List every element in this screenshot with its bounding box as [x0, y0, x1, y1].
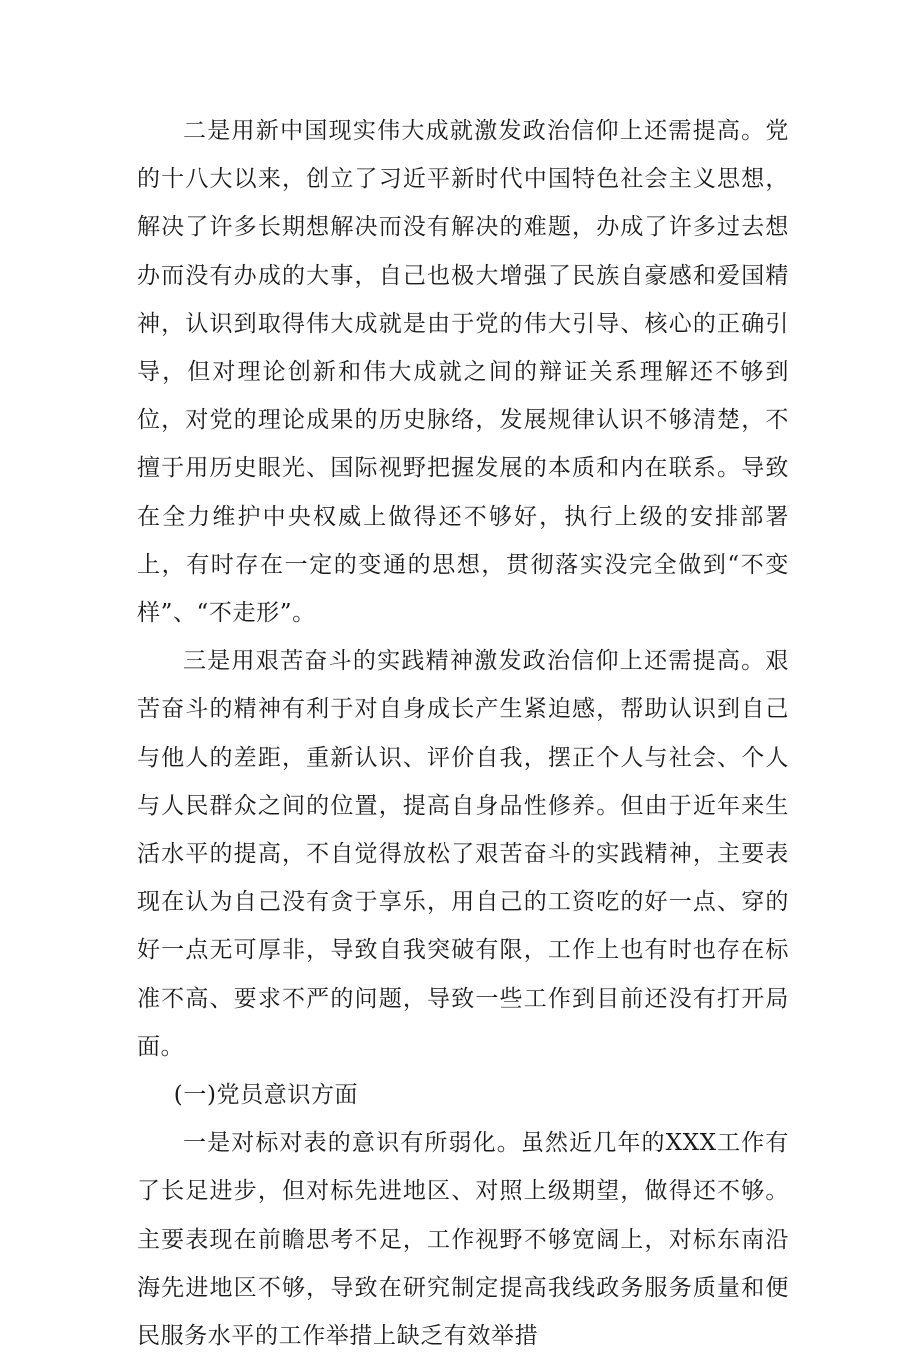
paragraph-political-belief-hard-work: 三是用艰苦奋斗的实践精神激发政治信仰上还需提高。艰苦奋斗的精神有利于对自身成长产生紧迫感，帮助认识到自己与他人的差距，重新认识、评价自我，摆正个人与社会、个人与人民群众之间的位置，提高自身品性修养。但由于近年来生活水平的提高，不自觉得放松了艰苦奋斗的实践精神，主要表现在认为自己没有贪于享乐，用自己的工资吃的好一点、穿的好一点无可厚非，导致自我突破有限，工作上也有时也存在标准不高、要求不严的问题，导致一些工作到目前还没有打开局面。 — [137, 648, 789, 1060]
paragraph-political-belief-achievements: 二是用新中国现实伟大成就激发政治信仰上还需提高。党的十八大以来，创立了习近平新时代中国特色社会主义思想，解决了许多长期想解决而没有解决的难题，办成了许多过去想办而没有办成的大事，自己也极大增强了民族自豪感和爱国精神，认识到取得伟大成就是由于党的伟大引导、核心的正确引导，但对理论创新和伟大成就之间的辩证关系理解还不够到位，对党的理论成果的历史脉络，发展规律认识不够清楚，不擅于用历史眼光、国际视野把握发展的本质和内在联系。导致在全力维护中央权威上做得还不够好，执行上级的安排部署上，有时存在一定的变通的思想，贯彻落实没完全做到“不变样”、“不走形”。 — [137, 118, 789, 627]
paragraph-benchmark-awareness: 一是对标对表的意识有所弱化。虽然近几年的XXX工作有了长足进步，但对标先进地区、对照上级期望，做得还不够。主要表现在前瞻思考不足，工作视野不够宽阔上，对标东南沿海先进地区不够，导致在研究制定提高我线政务服务质量和便民服务水平的工作举措上缺乏有效举措 — [137, 1130, 789, 1350]
section-heading-party-awareness: (一)党员意识方面 — [173, 1082, 359, 1109]
document-body — [137, 107, 789, 1360]
